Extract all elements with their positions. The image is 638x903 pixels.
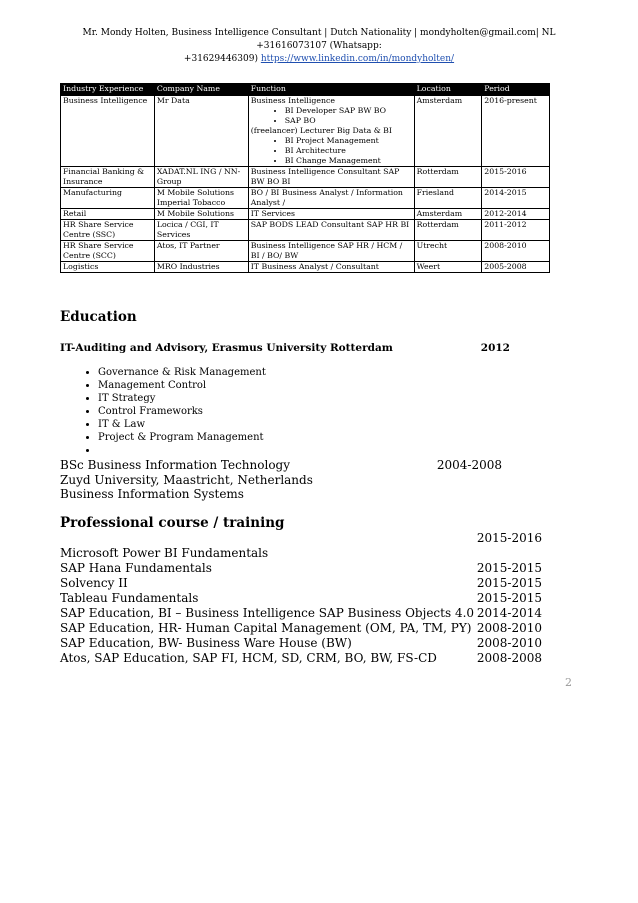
training-item bbox=[60, 561, 542, 576]
cell-company: XADAT.NL ING / NN-Group bbox=[154, 167, 248, 188]
list-item: • BI Change Management bbox=[285, 156, 412, 166]
table-row bbox=[61, 188, 550, 209]
list-item: • SAP BO bbox=[285, 116, 412, 126]
training-name: SAP Education, BI – Business Intelligence SAP Business Objects 4.0 bbox=[60, 606, 475, 620]
list-item: • IT & Law bbox=[98, 418, 266, 431]
table-header-row bbox=[61, 84, 550, 96]
phone-continued: +31629446309) bbox=[183, 54, 258, 64]
cell-location: Utrecht bbox=[414, 241, 482, 262]
cell-function: IT Services bbox=[248, 209, 414, 220]
page-header bbox=[60, 27, 578, 66]
list-item: • BI Architecture bbox=[285, 146, 412, 156]
table-row bbox=[61, 262, 550, 273]
cell-location: Rotterdam bbox=[414, 167, 482, 188]
bsc-years: 2004-2008 bbox=[436, 458, 502, 472]
cell-function: SAP BODS LEAD Consultant SAP HR BI bbox=[248, 220, 414, 241]
training-heading: Professional course / training bbox=[60, 515, 285, 531]
column-header: Company Name bbox=[154, 84, 248, 96]
cell-company: M Mobile Solutions Imperial Tobacco bbox=[154, 188, 248, 209]
education-program bbox=[60, 342, 510, 354]
bsc-line bbox=[60, 458, 502, 473]
function-bullets bbox=[251, 106, 412, 126]
cell-company: Mr Data bbox=[154, 96, 248, 167]
table-row bbox=[61, 167, 550, 188]
training-item bbox=[60, 651, 542, 666]
training-years: 2008-2010 bbox=[476, 636, 542, 650]
training-item bbox=[60, 621, 542, 636]
program-year: 2012 bbox=[480, 342, 510, 354]
cell-industry: HR Share Service Centre (SSC) bbox=[61, 220, 155, 241]
cell-location: Amsterdam bbox=[414, 96, 482, 167]
column-header: Period bbox=[482, 84, 550, 96]
table-row bbox=[61, 241, 550, 262]
list-item: • Project & Program Management bbox=[98, 431, 266, 444]
contact-line-2 bbox=[60, 53, 578, 66]
bsc-school: Zuyd University, Maastricht, Netherlands bbox=[60, 473, 313, 487]
contact-line: Mr. Mondy Holten, Business Intelligence Consultant | Dutch Nationality | mondyholten@gmail.com| NL +31616073107 (Whatsapp: bbox=[82, 28, 556, 51]
training-years: 2015-2015 bbox=[476, 561, 542, 575]
list-item: • BI Developer SAP BW BO bbox=[285, 106, 412, 116]
cell-period: 2008-2010 bbox=[482, 241, 550, 262]
training-item bbox=[60, 591, 542, 606]
function-bullets bbox=[251, 136, 412, 166]
list-item: • IT Strategy bbox=[98, 392, 266, 405]
table-row bbox=[61, 209, 550, 220]
linkedin-link[interactable]: https://www.linkedin.com/in/mondyholten/ bbox=[260, 54, 455, 64]
cell-industry: Retail bbox=[61, 209, 155, 220]
training-name: Microsoft Power BI Fundamentals bbox=[60, 546, 269, 560]
cell-period: 2014-2015 bbox=[482, 188, 550, 209]
cell-function: Business Intelligence SAP HR / HCM / BI / BO/ BW bbox=[248, 241, 414, 262]
training-years: 2014-2014 bbox=[476, 606, 542, 620]
cell-industry: Logistics bbox=[61, 262, 155, 273]
list-item bbox=[98, 444, 266, 457]
training-item bbox=[60, 576, 542, 591]
training-first-year: 2015-2016 bbox=[476, 531, 542, 545]
training-years: 2008-2008 bbox=[476, 651, 542, 665]
cell-function: Business Intelligence Consultant SAP BW BO BI bbox=[248, 167, 414, 188]
training-years: 2008-2010 bbox=[476, 621, 542, 635]
column-header: Industry Experience bbox=[61, 84, 155, 96]
column-header: Location bbox=[414, 84, 482, 96]
table-row bbox=[61, 220, 550, 241]
education-heading: Education bbox=[60, 309, 137, 325]
list-item: • Control Frameworks bbox=[98, 405, 266, 418]
course-list bbox=[60, 366, 266, 457]
cell-company: MRO Industries bbox=[154, 262, 248, 273]
list-item: • Governance & Risk Management bbox=[98, 366, 266, 379]
cell-company: Locica / CGI, IT Services bbox=[154, 220, 248, 241]
list-item: • Management Control bbox=[98, 379, 266, 392]
cell-period: 2011-2012 bbox=[482, 220, 550, 241]
cell-company: M Mobile Solutions bbox=[154, 209, 248, 220]
cell-period: 2005-2008 bbox=[482, 262, 550, 273]
list-item: • BI Project Management bbox=[285, 136, 412, 146]
cell-period: 2015-2016 bbox=[482, 167, 550, 188]
bsc-title: BSc Business Information Technology bbox=[60, 458, 291, 472]
training-item bbox=[60, 636, 542, 651]
training-years: 2015-2015 bbox=[476, 591, 542, 605]
training-name: SAP Education, BW- Business Ware House (BW) bbox=[60, 636, 352, 650]
cell-industry: Financial Banking & Insurance bbox=[61, 167, 155, 188]
experience-table bbox=[60, 83, 550, 273]
training-item bbox=[60, 606, 542, 621]
cell-period: 2012-2014 bbox=[482, 209, 550, 220]
program-title: IT-Auditing and Advisory, Erasmus University Rotterdam bbox=[60, 342, 393, 354]
cell-industry: HR Share Service Centre (SCC) bbox=[61, 241, 155, 262]
training-name: Atos, SAP Education, SAP FI, HCM, SD, CRM, BO, BW, FS-CD bbox=[60, 651, 437, 665]
training-item bbox=[60, 546, 542, 561]
function-extra: (freelancer) Lecturer Big Data & BI bbox=[250, 126, 392, 135]
page-number: 2 bbox=[565, 676, 572, 689]
cell-function: BO / BI Business Analyst / Information Analyst / bbox=[248, 188, 414, 209]
cell-location: Amsterdam bbox=[414, 209, 482, 220]
column-header: Function bbox=[248, 84, 414, 96]
training-name: SAP Hana Fundamentals bbox=[60, 561, 212, 575]
cell-industry: Manufacturing bbox=[61, 188, 155, 209]
table-row bbox=[61, 96, 550, 167]
cell-location: Weert bbox=[414, 262, 482, 273]
cell-period: 2016-present bbox=[482, 96, 550, 167]
training-name: Solvency II bbox=[60, 576, 128, 590]
training-name: Tableau Fundamentals bbox=[60, 591, 199, 605]
training-years: 2015-2015 bbox=[476, 576, 542, 590]
bsc-field: Business Information Systems bbox=[60, 487, 244, 501]
cell-function: IT Business Analyst / Consultant bbox=[248, 262, 414, 273]
cell-location: Rotterdam bbox=[414, 220, 482, 241]
cell-function bbox=[248, 96, 414, 167]
cell-company: Atos, IT Partner bbox=[154, 241, 248, 262]
function-title: Business Intelligence bbox=[250, 96, 336, 105]
training-name: SAP Education, HR- Human Capital Management (OM, PA, TM, PY) bbox=[60, 621, 472, 635]
cell-location: Friesland bbox=[414, 188, 482, 209]
cell-industry: Business Intelligence bbox=[61, 96, 155, 167]
